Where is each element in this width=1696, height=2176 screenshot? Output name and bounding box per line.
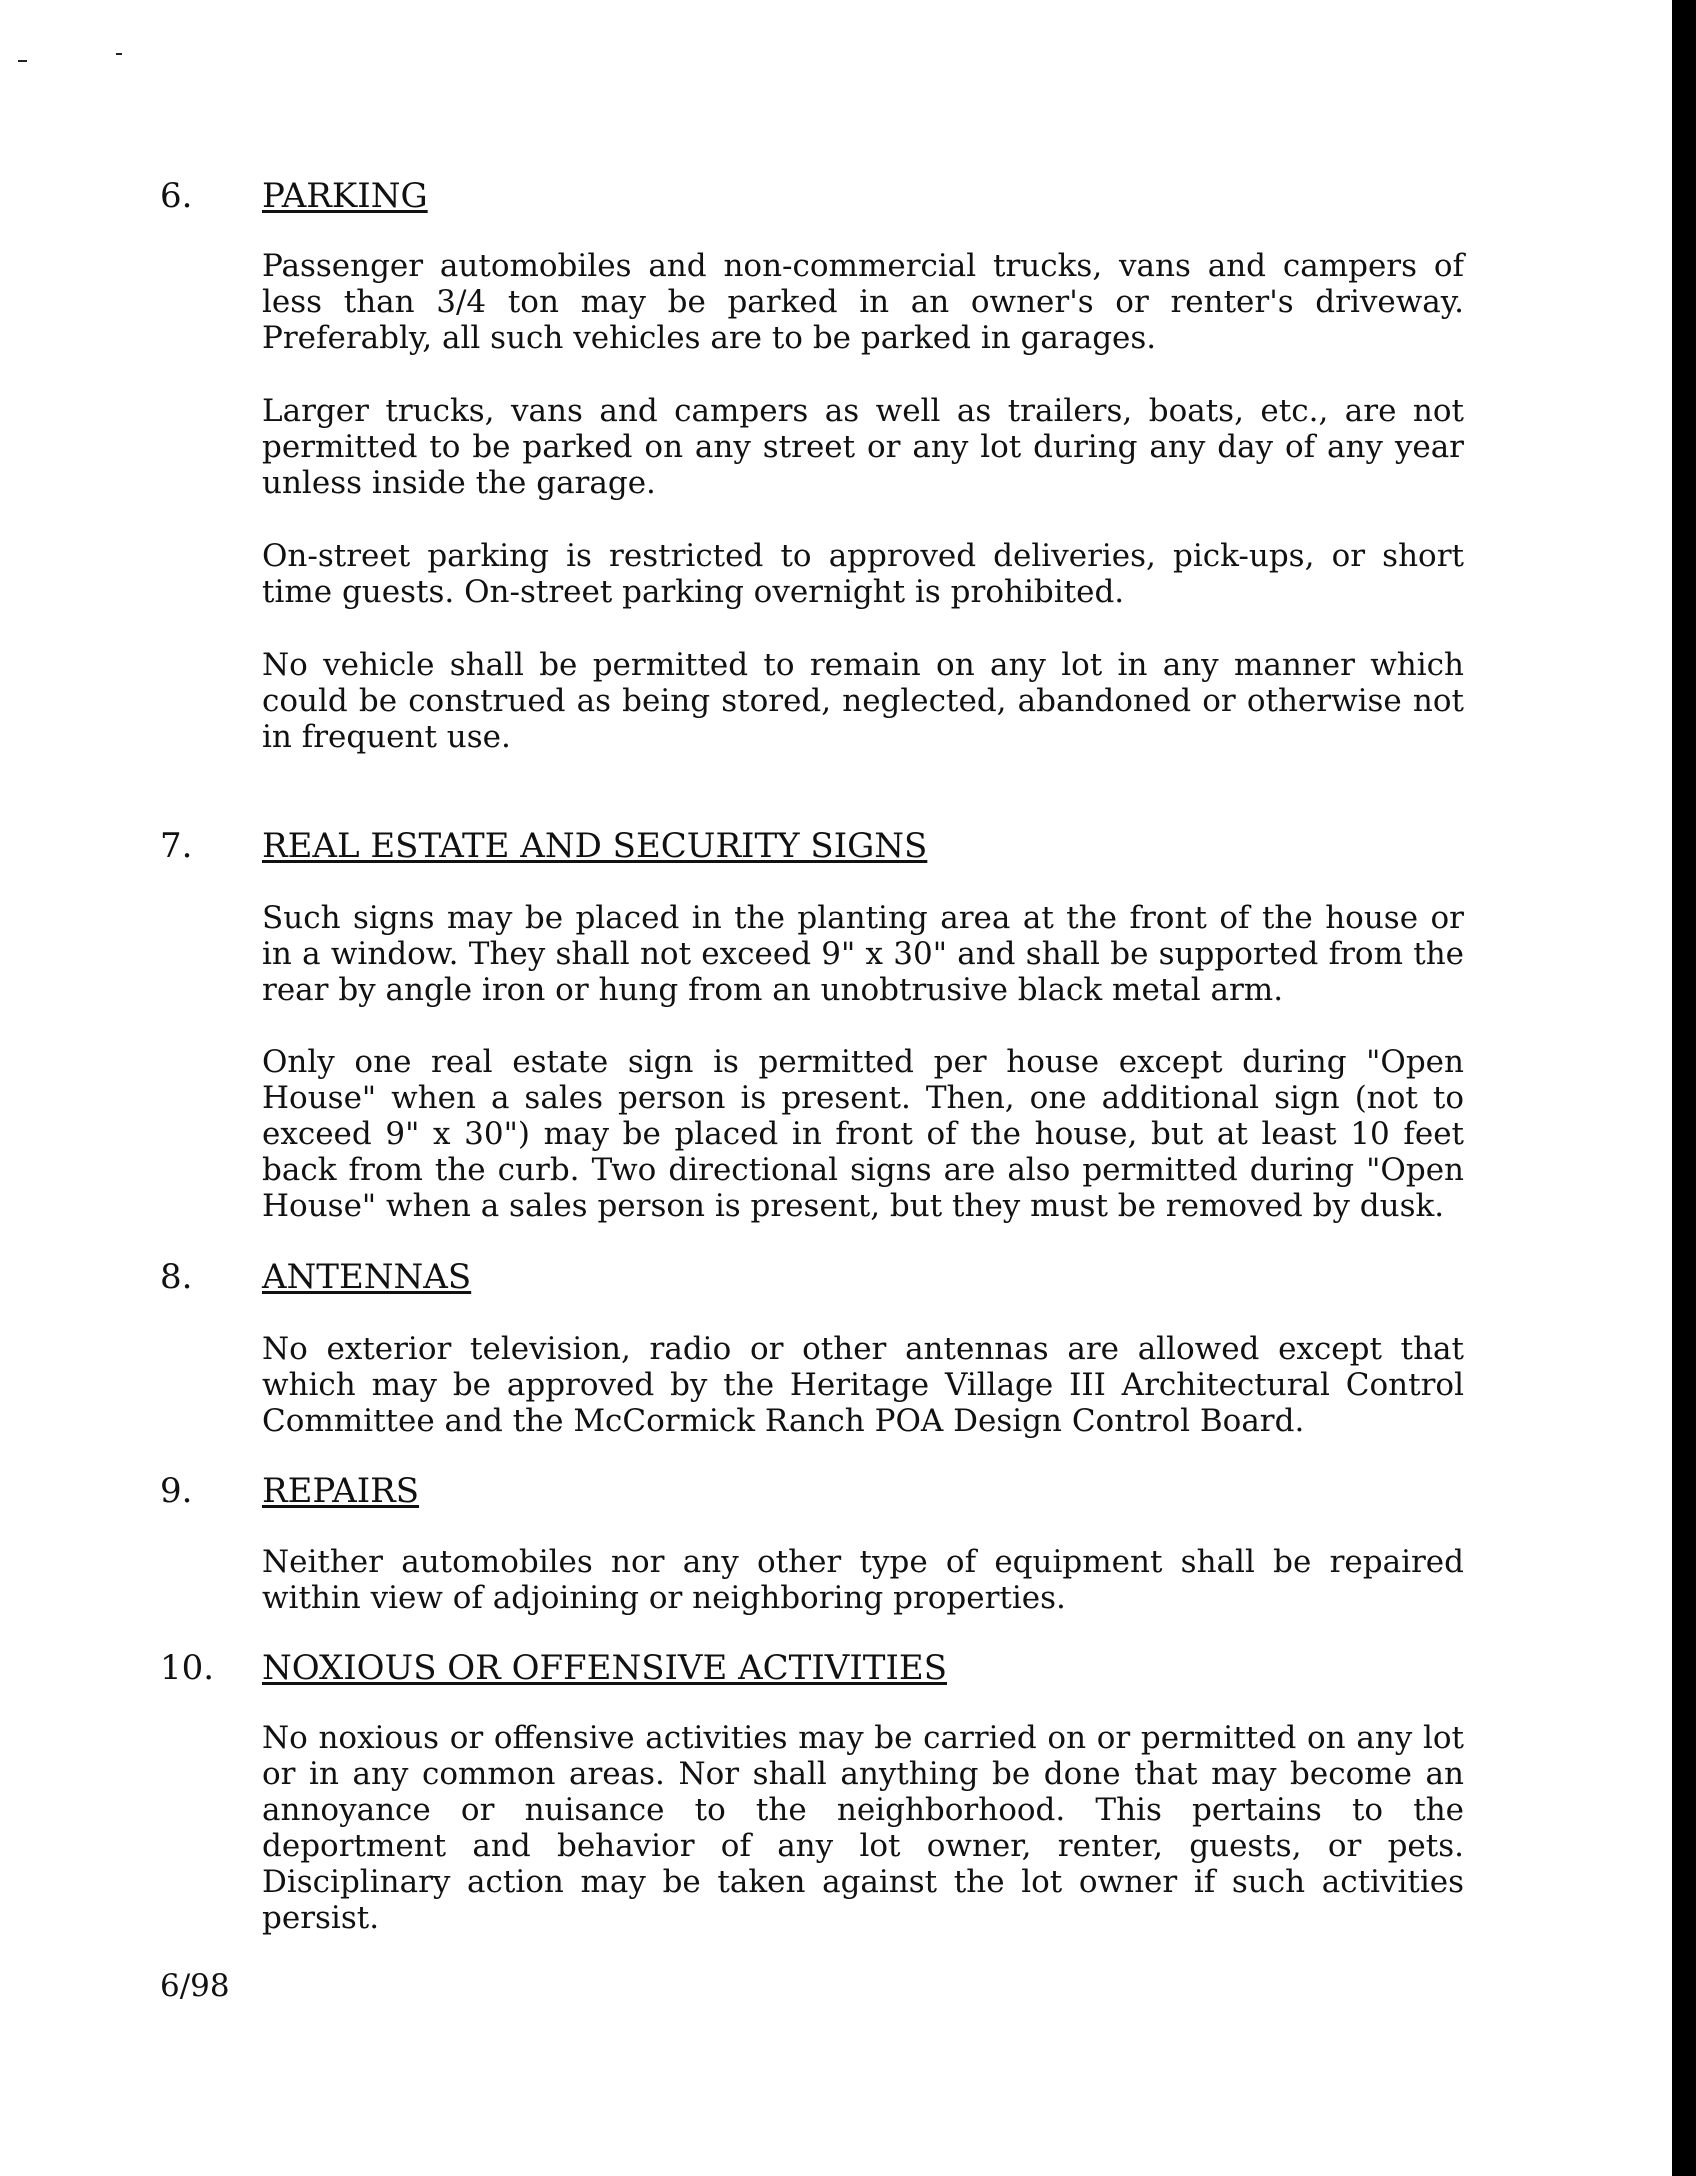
section-number: 7. <box>160 826 193 866</box>
section-title: NOXIOUS OR OFFENSIVE ACTIVITIES <box>262 1648 947 1688</box>
section-number: 8. <box>160 1257 193 1297</box>
scan-speck <box>18 60 27 62</box>
paragraph: Such signs may be placed in the planting area at the front of the house or in a window. They shall not exceed 9" x 30" and shall be supported from the rear by angle iron or hung from an unobtrusive black metal arm. <box>262 900 1464 1008</box>
paragraph: No exterior television, radio or other antennas are allowed except that which may be approved by the Heritage Village III Architectural Control Committee and the McCormick Ranch POA Design Control Board. <box>262 1331 1464 1439</box>
section-title: ANTENNAS <box>262 1257 472 1297</box>
section-number: 9. <box>160 1471 193 1511</box>
paragraph: Neither automobiles nor any other type of equipment shall be repaired within view of adjoining or neighboring properties. <box>262 1544 1464 1616</box>
paragraph: No noxious or offensive activities may be carried on or permitted on any lot or in any common areas. Nor shall anything be done that may become an annoyance or nuisance to the neighborhood. This pertains to the deportment and behavior of any lot owner, renter, guests, or pets. Disciplinary action may be taken against the lot owner if such activities persist. <box>262 1720 1464 1936</box>
paragraph: Only one real estate sign is permitted per house except during "Open House" when a sales person is present. Then, one additional sign (not to exceed 9" x 30") may be placed in front of the house, but at least 10 feet back from the curb. Two directional signs are also permitted during "Open House" when a sales person is present, but they must be removed by dusk. <box>262 1044 1464 1224</box>
section-title: REPAIRS <box>262 1471 420 1511</box>
scan-edge <box>1672 0 1696 2176</box>
footer-date: 6/98 <box>160 1968 230 2004</box>
paragraph: Larger trucks, vans and campers as well as trailers, boats, etc., are not permitted to be parked on any street or any lot during any day of any year unless inside the garage. <box>262 393 1464 501</box>
section-title: REAL ESTATE AND SECURITY SIGNS <box>262 826 928 866</box>
section-title: PARKING <box>262 176 428 216</box>
section-number: 10. <box>160 1648 215 1688</box>
section-number: 6. <box>160 176 193 216</box>
paragraph: No vehicle shall be permitted to remain on any lot in any manner which could be construed as being stored, neglected, abandoned or otherwise not in frequent use. <box>262 647 1464 755</box>
paragraph: On-street parking is restricted to approved deliveries, pick-ups, or short time guests. On-street parking overnight is prohibited. <box>262 538 1464 610</box>
paragraph: Passenger automobiles and non-commercial trucks, vans and campers of less than 3/4 ton may be parked in an owner's or renter's driveway. Preferably, all such vehicles are to be parked in garages. <box>262 248 1464 356</box>
scan-speck <box>116 53 122 55</box>
